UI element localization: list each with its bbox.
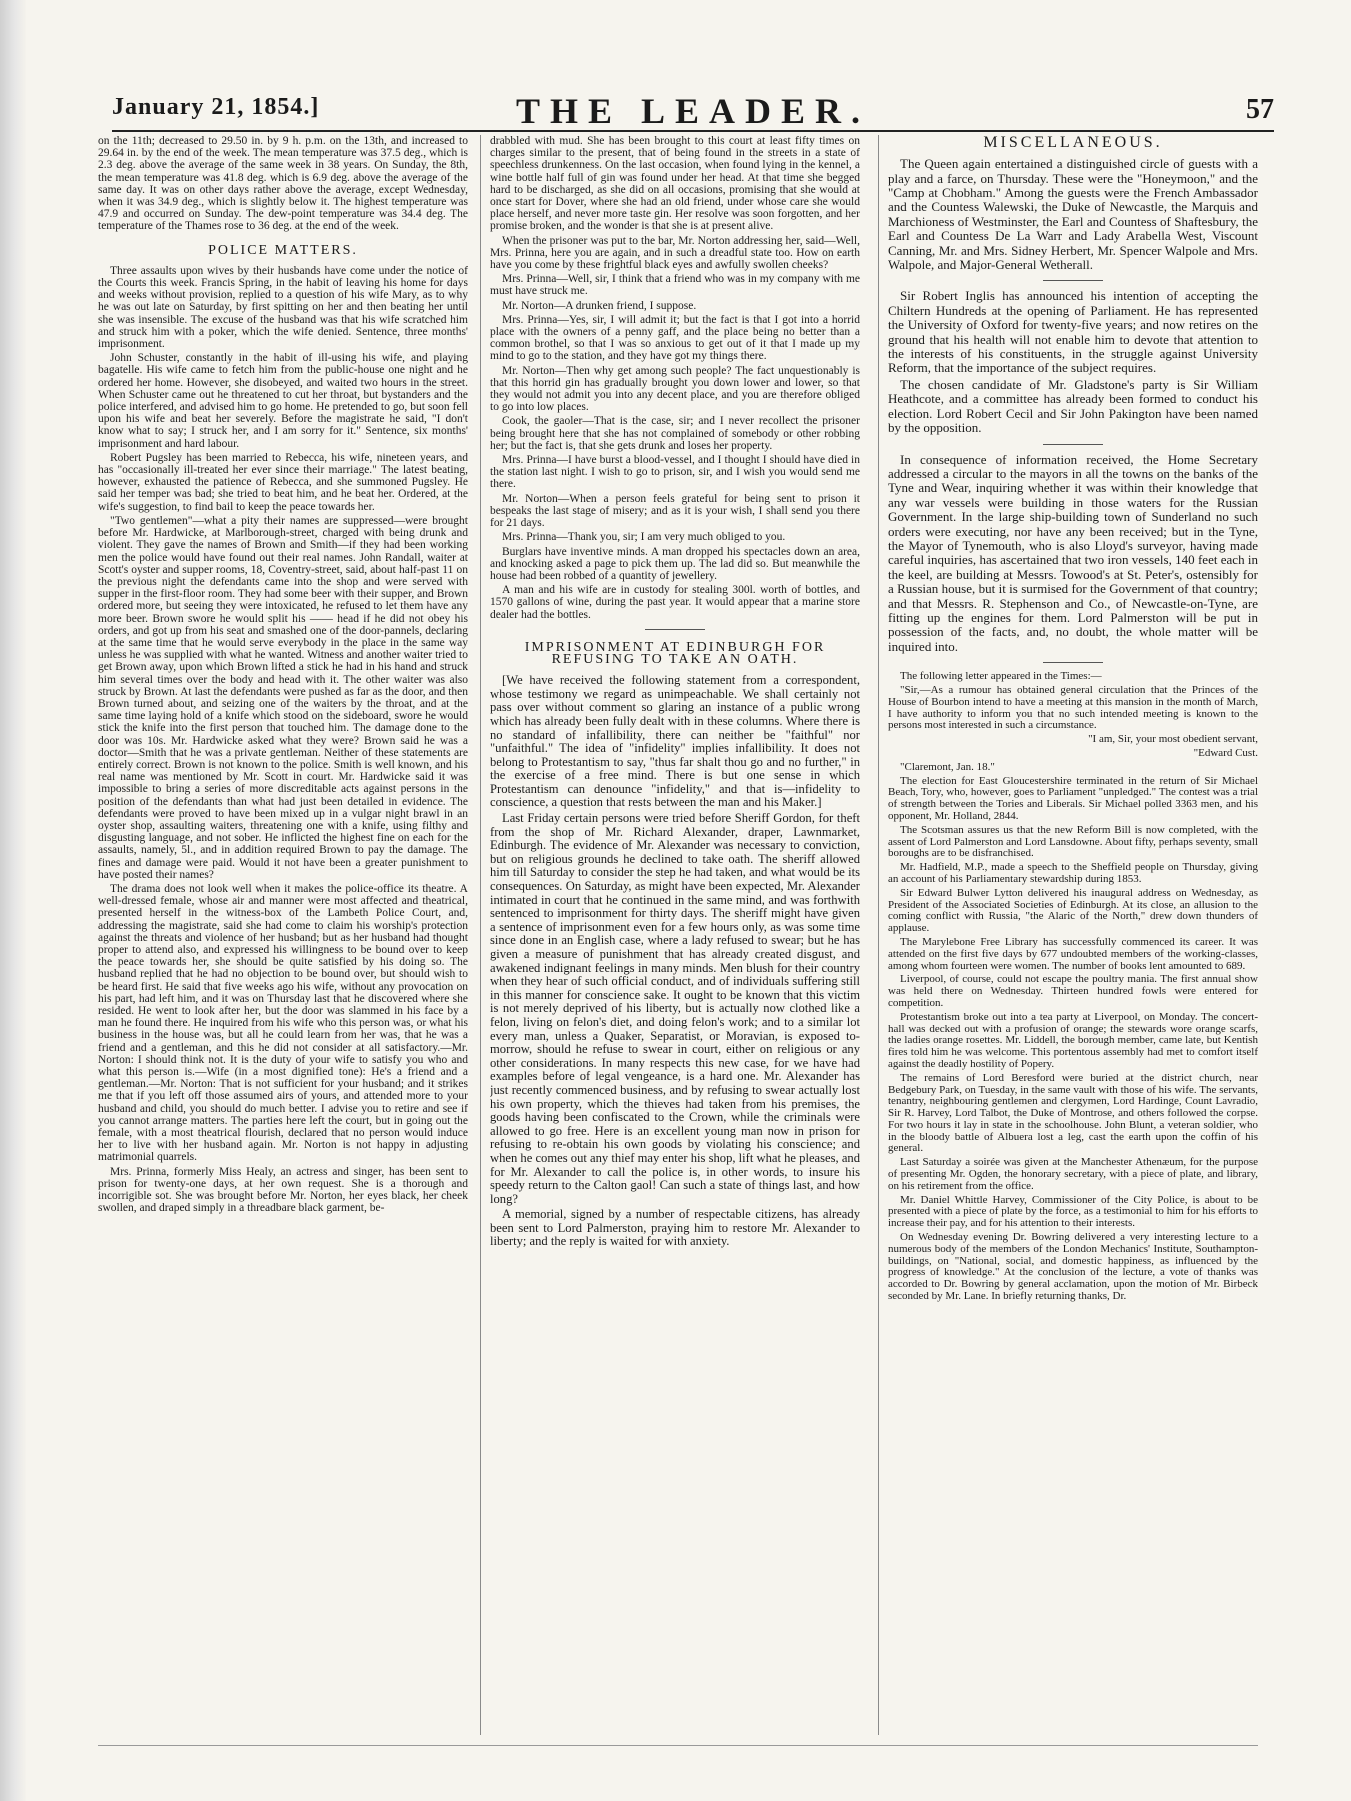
- section-divider: [645, 629, 705, 630]
- article-paragraph: Mr. Norton—A drunken friend, I suppose.: [502, 299, 697, 312]
- page-binding-edge: [0, 0, 26, 1801]
- article-paragraph: The Scotsman assures us that the new Reform Bill is now completed, with the assent of Lord Palmerston and Lord Lansdowne. About fifty, perhaps seventy, small boroughs are to be disfranchised.: [888, 823, 1258, 860]
- section-divider: [1043, 280, 1103, 281]
- masthead: [112, 86, 1274, 132]
- newspaper-title: THE LEADER.: [515, 91, 871, 131]
- article-paragraph: Mrs. Prinna, formerly Miss Healy, an actress and singer, has been sent to prison for twenty-one days, at her own request. She is a thorough and incorrigible sot. She was brought before Mr. Norton, her eyes black, her cheek swollen, and draped simply in a threadbare black garment, be-: [98, 1165, 468, 1215]
- article-paragraph: [We have received the following statement from a correspondent, whose testimony we regard as unimpeachable. We shall certainly not pass over without comment so glaring an instance of a public wrong which has already been fully dealt with in these columns. Where there is no standard of infallibility, there can neither be "faithful" nor "unfaithful." The idea of "infidelity" implies infallibility. It does not belong to Protestantism to say, "thus far shalt thou go and no further," in the exercise of a free mind. There is but one sense in which Protestantism can denounce "infidelity," and that is—infidelity to conscience, a question that rests between the man and his Maker.]: [490, 673, 860, 810]
- article-paragraph: The Marylebone Free Library has successfully commenced its career. It was attended on the first five days by 677 undoubted members of the working-classes, among whom fourteen were women. The number of books lent amounted to 689.: [888, 935, 1258, 972]
- section-heading-imprisonment: IMPRISONMENT AT EDINBURGH FOR REFUSING TO TAKE AN OATH.: [524, 639, 826, 667]
- page-bottom-rule: [98, 1745, 1258, 1746]
- column-left: [98, 135, 468, 1735]
- letter-closing: "I am, Sir, your most obedient servant,: [1088, 733, 1258, 746]
- article-paragraph: Burglars have inventive minds. A man dropped his spectacles down an area, and knocking asked a page to pick them up. The lad did so. But meanwhile the house had been robbed of a quantity of jewellery.: [490, 545, 860, 582]
- article-paragraph: The drama does not look well when it makes the police-office its theatre. A well-dressed female, whose air and manner were most affected and theatrical, presented herself in the witness-box of the Lambeth Police Court, and, addressing the magistrate, said she had come to claim his worship's protection against the threats and violence of her husband; but as her husband had thought proper to attend also, and expressed his willingness to be bound over to keep the peace towards her, she should be quite satisfied by his doing so. The husband replied that he had no objection to be bound over, but should wish to be heard first. He said that five weeks ago his wife, without any provocation on his part, had left him, and it was on Thursday last that he discovered where she resided. He went to look after her, but the door was slammed in his face by a man he found there. He inquired from his wife who this person was, or what his business in the house was, but all he could learn from her was, that he was a friend and a gentleman, and this he did not consider at all satisfactory.—Mr. Norton: I should think not. It is the duty of your wife to satisfy you who and what this person is.—Wife (in a most dignified tone): He's a friend and a gentleman.—Mr. Norton: That is not sufficient for your husband; and it strikes me that if you left off those assumed airs of yours, and attended more to your husband and child, you should do much better. I advise you to retire and see if you cannot arrange matters. The parties here left the court, but in going out the female, with a most theatrical flourish, declared that no person would induce her to live with her husband again. Mr. Norton is not happy in adjusting matrimonial quarrels.: [98, 882, 468, 1164]
- article-paragraph: Cook, the gaoler—That is the case, sir; and I never recollect the prisoner being brought here that she has not complained of somebody or other robbing her; but the fact is, that she gets drunk and loses her property.: [490, 415, 860, 452]
- article-paragraph: Three assaults upon wives by their husbands have come under the notice of the Courts this week. Francis Spring, in the habit of leaving his home for days and weeks without provision, replied to a question of his wife Mary, as to why he was out late on Saturday, by first spitting on her and then beating her until she was insensible. The excuse of the husband was that his wife scratched him and struck him with a poker, which the wife denied. Sentence, three months' imprisonment.: [98, 264, 468, 351]
- article-paragraph: A memorial, signed by a number of respectable citizens, has already been sent to Lord Palmerston, praying him to restore Mr. Alexander to liberty; and the reply is waited for with anxiety.: [490, 1207, 860, 1249]
- article-paragraph: Mr. Hadfield, M.P., made a speech to the Sheffield people on Thursday, giving an account of his Parliamentary stewardship during 1853.: [888, 861, 1258, 885]
- letter-dateline: "Claremont, Jan. 18.": [900, 760, 995, 773]
- section-divider: [1043, 444, 1103, 445]
- article-paragraph: Last Saturday a soirée was given at the Manchester Athenæum, for the purpose of presenting Mr. Ogden, the honorary secretary, with a piece of plate, and library, on his retirement from the office.: [888, 1156, 1258, 1192]
- article-paragraph: Mr. Norton—Then why get among such people? The fact unquestionably is that this horrid gin has gradually brought you down lower and lower, so that they would not admit you into any decent place, and you are therefore obliged to go into low places.: [490, 364, 860, 414]
- article-paragraph: Mrs. Prinna—Thank you, sir; I am very much obliged to you.: [502, 531, 786, 544]
- letter-signature: "Edward Cust.: [1193, 746, 1258, 759]
- column-right: [888, 135, 1258, 1735]
- article-paragraph: Mrs. Prinna—Yes, sir, I will admit it; but the fact is that I got into a horrid place with the owners of a penny gaff, and the place being no better than a common brothel, so that I was so anxious to get out of it that I made up my mind to go to the station, and they have got my things there.: [490, 313, 860, 363]
- article-paragraph: The chosen candidate of Mr. Gladstone's party is Sir William Heathcote, and a committee has already been formed to conduct his election. Lord Robert Cecil and Sir John Pakington have been named by the opposition.: [888, 376, 1258, 436]
- article-paragraph: In consequence of information received, the Home Secretary addressed a circular to the mayors in all the towns on the banks of the Tyne and Wear, inquiring whether it was within their knowledge that any war vessels were building in those waters for the Russian Government. In the large ship-building town of Sunderland no such orders were executing, nor have any been received; but in the Tyne, the Mayor of Tynemouth, who is also Lloyd's surveyor, having made careful inquiries, has ascertained that two iron vessels, 140 feet each in the keel, are building at Messrs. Towood's at St. Peter's, ostensibly for a Russian house, but it is surmised for the Government of that country; and that Messrs. R. Stephenson and Co., of Newcastle-on-Tyne, are fitting up the engines for them. Lord Palmerston will be put in possession of the facts, and, no doubt, the whole matter will be inquired into.: [888, 451, 1258, 654]
- article-paragraph: The following letter appeared in the Times:—: [900, 670, 1102, 683]
- issue-date: January 21, 1854.]: [112, 94, 320, 120]
- article-paragraph: Last Friday certain persons were tried before Sheriff Gordon, for theft from the shop of Mr. Richard Alexander, draper, Lawnmarket, Edinburgh. The evidence of Mr. Alexander was necessary to conviction, but on religious grounds he declined to take oath. The sheriff allowed him till Saturday to consider the step he had taken, and what would be its consequences. On Saturday, as might have been expected, Mr. Alexander intimated in court that he continued in the same mind, and was forthwith sentenced to imprisonment for thirty days. The sheriff might have given a sentence of imprisonment even for a few hours only, as was some time since done in an English case, where a lady refused to swear; but he has given a measure of punishment that has already created disgust, and awakened indignant feelings in many minds. Men blush for their country when they hear of such official conduct, and of individuals suffering still in this manner for conscience sake. It ought to be known that this victim is not merely deprived of his liberty, but is actually now clothed like a felon, living on felon's diet, and doing felon's work; and to a similar lot every man, unless a Quaker, Separatist, or Moravian, is exposed to-morrow, should he refuse to swear in court, either on religious or any other considerations. In many respects this new case, for we have had examples before of legal vengeance, is a hard one. Mr. Alexander has just recently commenced business, and by refusing to swear actually lost his own property, which the thieves had taken from his premises, the goods having been confiscated to the Crown, while the criminals were allowed to go free. Here is an excellent young man now in prison for refusing to re-obtain his own goods by violating his conscience; and when he comes out any thief may enter his shop, lift what he pleases, and for Mr. Alexander to call the police is, in other words, to insure his speedy return to the Calton gaol! Can such a state of things last, and how long?: [490, 811, 860, 1206]
- article-paragraph: Mr. Daniel Whittle Harvey, Commissioner of the City Police, is about to be presented with a piece of plate by the force, as a testimonial to him for his efforts to increase their pay, and for his attention to their interests.: [888, 1193, 1258, 1230]
- article-paragraph: Mrs. Prinna—I have burst a blood-vessel, and I thought I should have died in the station last night. I wish to go to prison, sir, and I wish you would send me there.: [490, 454, 860, 491]
- article-paragraph: Liverpool, of course, could not escape the poultry mania. The first annual show was held there on Wednesday. Thirteen hundred fowls were entered for competition.: [888, 973, 1258, 1009]
- article-paragraph: The election for East Gloucestershire terminated in the return of Sir Michael Beach, Tory, who, however, goes to Parliament "unpledged." The contest was a trial of strength between the Tories and Liberals. Sir Michael polled 3363 men, and his opponent, Mr. Holland, 2844.: [888, 774, 1258, 822]
- column-rule: [878, 135, 879, 1735]
- article-paragraph: The Queen again entertained a distinguished circle of guests with a play and a farce, on Thursday. These were the "Honeymoon," and the "Camp at Chobham." Among the guests were the French Ambassador and the Countess Walewski, the Duke of Newcastle, the Marquis and Marchioness of Westminster, the Earl and Countess of Shaftesbury, the Earl and Countess De La Warr and Lady Arabella West, Viscount Canning, Mr. and Mrs. Sidney Herbert, Mr. Spencer Walpole and Mrs. Walpole, and Major-General Wetherall.: [888, 156, 1258, 273]
- column-rule: [480, 135, 481, 1735]
- article-paragraph: When the prisoner was put to the bar, Mr. Norton addressing her, said—Well, Mrs. Prinna, here you are again, and in such a dreadful state too. How on earth have you come by these frightful black eyes and awfully swollen cheeks?: [490, 234, 860, 272]
- column-middle: [490, 135, 860, 1735]
- article-paragraph: Sir Robert Inglis has announced his intention of accepting the Chiltern Hundreds at the opening of Parliament. He has represented the University of Oxford for twenty-five years; and now retires on the ground that his health will not enable him to devote that attention to the interests of his constituents, in the struggle against University Reform, that the importance of the subject requires.: [888, 288, 1258, 376]
- article-paragraph: Mr. Norton—When a person feels grateful for being sent to prison it bespeaks the last stage of misery; and as it is your wish, I shall send you there for 21 days.: [490, 492, 860, 530]
- section-heading-miscellaneous: MISCELLANEOUS.: [983, 135, 1163, 151]
- article-paragraph: "Two gentlemen"—what a pity their names are suppressed—were brought before Mr. Hardwicke, at Marlborough-street, charged with being drunk and violent. They gave the names of Brown and Smith—if they had been working men the police would have found out their real names. John Randall, waiter at Scott's oyster and supper rooms, 18, Coventry-street, said, about half-past 11 on the previous night the defendants came into the shop and were served with supper in the first-floor room. They had some beer with their supper, and Brown ordered more, but seeing they were intoxicated, he refused to let them have any more beer. Brown swore he would split his —— head if he did not obey his orders, and got up from his seat and smashed one of the door-pannels, declaring at the same time that he would serve everybody in the place in the same way unless he was supplied with what he wanted. Witness and another waiter tried to get Brown away, upon which Brown lifted a stick he had in his hand and struck him several times over the body and head with it. The other waiter was also struck by Brown. At last the defendants were pushed as far as the door, and then Brown turned about, and seizing one of the waiters by the throat, and at the same time laying hold of a knife which stood on the sideboard, swore he would stick the knife into the first person that touched him. The damage done to the door was 10s. Mr. Hardwicke asked what they were? Brown said he was a doctor—Smith that he was a private gentleman. Neither of these statements are entirely correct. Brown is not known to the police. Smith is well known, and his real name was mentioned by Mr. Scott in court. Mr. Hardwicke said it was impossible to bring a series of more discreditable acts against persons in the position of the defendants than what had just been detailed in evidence. The defendants were proved to have been mixed up in a vulgar night brawl in an oyster shop, assaulting waiters, threatening one with a knife, using filthy and disgusting language, and not sober. He inflicted the highest fine on each for the assaults, namely, 5l., and in addition required Brown to pay the damage. The fines and damage were paid. Would it not have been a greater punishment to have posted their names?: [98, 514, 468, 881]
- article-paragraph: Robert Pugsley has been married to Rebecca, his wife, nineteen years, and has "occasionally ill-treated her ever since their marriage." The latest beating, however, exhausted the patience of Rebecca, and she summoned Pugsley. He said her temper was bad; she tried to beat him, and he beat her. Ordered, at the wife's suggestion, to find bail to keep the peace towards her.: [98, 451, 468, 513]
- article-paragraph: drabbled with mud. She has been brought to this court at least fifty times on charges similar to the present, that of being found in the streets in a state of speechless drunkenness. On the last occasion, when found lying in the kennel, a wine bottle half full of gin was found under her head. At that time she begged hard to be discharged, as she did on all occasions, promising that she would at once start for Dover, where she had an old friend, under whose care she would place herself, and never more taste gin. Her resolve was soon forgotten, and her promise broken, and the wonder is that she is at present alive.: [490, 135, 860, 233]
- article-paragraph: Sir Edward Bulwer Lytton delivered his inaugural address on Wednesday, as President of the Associated Societies of Edinburgh. At its close, an allusion to the coming conflict with Russia, "the Alaric of the North," drew down thunders of applause.: [888, 886, 1258, 935]
- page-number: 57: [1246, 94, 1274, 125]
- article-paragraph: John Schuster, constantly in the habit of ill-using his wife, and playing bagatelle. His wife came to fetch him from the public-house one night and he ordered her home. However, she disobeyed, and waited two hours in the street. When Schuster came out he threatened to cut her throat, but bystanders and the police interfered, and advised him to go home. He pretended to go, but soon fell upon his wife and beat her severely. Before the magistrate he said, "I don't know what to say; I struck her, and I am sorry for it." Sentence, six months' imprisonment and hard labour.: [98, 352, 468, 450]
- article-paragraph: Protestantism broke out into a tea party at Liverpool, on Monday. The concert-hall was decked out with a profusion of orange; the stewards wore orange scarfs, the ladies orange rosettes. Mr. Liddell, the borough member, came late, but Kentish fires told him he was welcome. This portentous assembly had met to comfort itself against the deadly hostility of Popery.: [888, 1010, 1258, 1070]
- letter-body: "Sir,—As a rumour has obtained general circulation that the Princes of the House of Bourbon intend to have a meeting at this mansion in the month of March, I have authority to inform you that no such intended meeting is known to the persons most interested in such a circumstance.: [888, 684, 1258, 732]
- article-paragraph: The remains of Lord Beresford were buried at the district church, near Bedgebury Park, on Tuesday, in the same vault with those of his wife. The servants, tenantry, neighbouring gentlemen and clergymen, Lord Hardinge, Count Lavradio, Sir R. Harvey, Lord Talbot, the Duke of Montrose, and others followed the corpse. For two hours it lay in state in the schoolhouse. John Blunt, a veteran soldier, who in the bloody battle of Albuera lost a leg, cast the earth upon the coffin of his general.: [888, 1071, 1258, 1155]
- section-heading-police: POLICE MATTERS.: [208, 242, 358, 258]
- weather-report: on the 11th; decreased to 29.50 in. by 9 h. p.m. on the 13th, and increased to 29.64 in. by the end of the week. The mean temperature was 37.5 deg., which is 2.3 deg. above the average of the same week in 38 years. On Sunday, the 8th, the mean temperature was 41.8 deg. which is 6.9 deg. above the average of the same day. It was on other days rather above the average, except Wednesday, when it was 34.9 deg., which is slightly below it. The highest temperature was 47.9 and occurred on Sunday. The dew-point temperature was 34.4 deg. The temperature of the Thames rose to 36 deg. at the end of the week.: [98, 135, 468, 233]
- section-divider: [1043, 662, 1103, 663]
- article-paragraph: A man and his wife are in custody for stealing 300l. worth of bottles, and 1570 gallons of wine, during the past year. It would appear that a marine store dealer had the bottles.: [490, 584, 860, 621]
- article-paragraph: On Wednesday evening Dr. Bowring delivered a very interesting lecture to a numerous body of the members of the London Mechanics' Institute, Southampton-buildings, on "National, social, and domestic happiness, as influenced by the progress of knowledge." At the conclusion of the lecture, a vote of thanks was accorded to Dr. Bowring by general acclamation, upon the motion of Mr. Birbeck seconded by Mr. Lane. In briefly returning thanks, Dr.: [888, 1231, 1258, 1303]
- article-paragraph: Mrs. Prinna—Well, sir, I think that a friend who was in my company with me must have struck me.: [490, 273, 860, 298]
